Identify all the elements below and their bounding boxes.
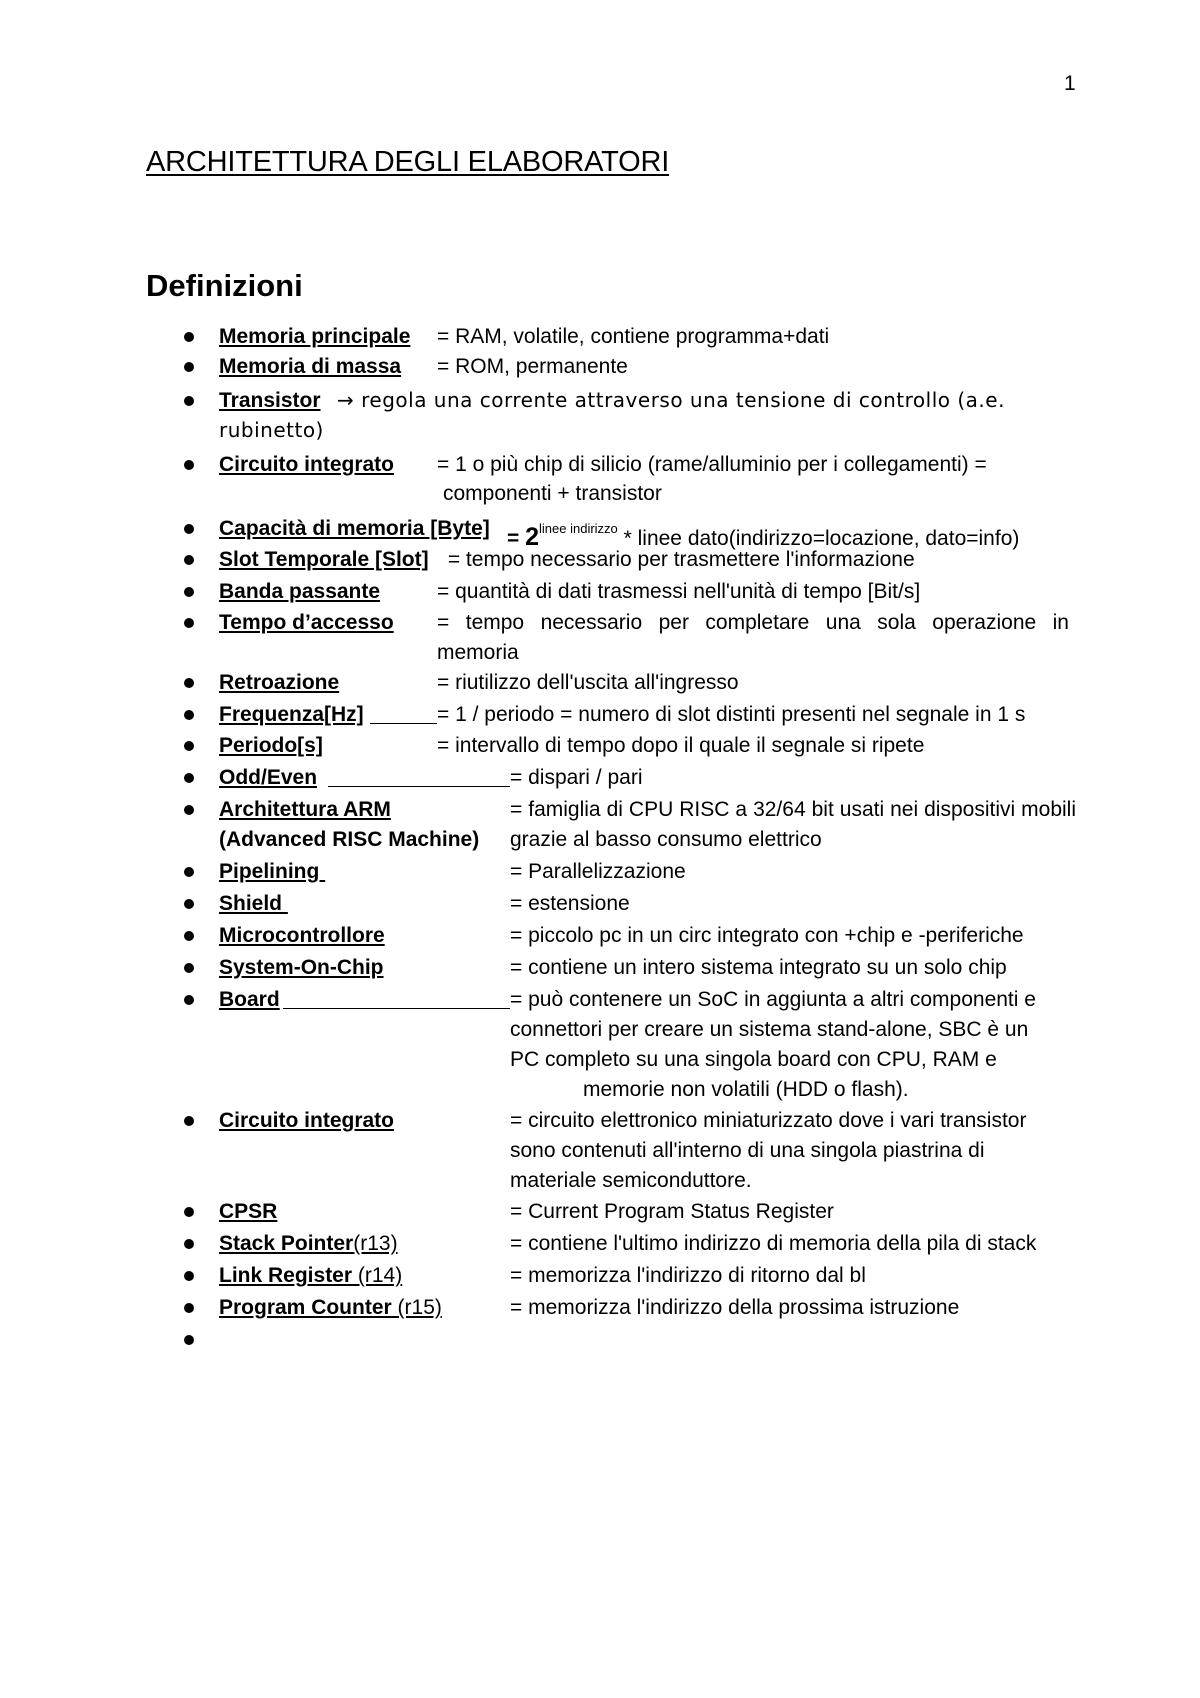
definition-text: = dispari / pari [510, 766, 643, 789]
bullet-icon [184, 931, 194, 941]
document-title: ARCHITETTURA DEGLI ELABORATORI [146, 146, 670, 178]
definition-term: Circuito integrato [219, 453, 395, 476]
definition-text: = 1 / periodo = numero di slot distinti presenti nel segnale in 1 s [437, 703, 1026, 726]
bullet-icon [184, 678, 194, 688]
definition-term: CPSR [219, 1200, 278, 1223]
definition-term: System-On-Chip [219, 956, 384, 979]
definition-term: Tempo d’accesso [219, 611, 394, 634]
definition-term-text: Link Register [219, 1264, 353, 1287]
definition-text: = memorizza l'indirizzo di ritorno dal bl [510, 1264, 866, 1287]
definition-term: Architettura ARM [219, 798, 391, 821]
definition-text: connettori per creare un sistema stand-alone, SBC è un [510, 1018, 1029, 1041]
definition-term: Slot Temporale [Slot] [219, 548, 429, 571]
bullet-icon [184, 867, 194, 877]
definition-term-text: Stack Pointer [219, 1232, 354, 1255]
bullet-icon [184, 396, 194, 406]
bullet-icon [184, 1239, 194, 1249]
bullet-icon [184, 555, 194, 565]
definition-text: = Current Program Status Register [510, 1200, 834, 1223]
definition-term: Banda passante [219, 580, 381, 603]
register-note: (r14) [352, 1264, 403, 1287]
register-note: (r13) [353, 1232, 398, 1255]
definition-text: = tempo necessario per trasmettere l'informazione [442, 548, 915, 571]
underline-filler [328, 786, 510, 787]
bullet-icon [184, 805, 194, 815]
definition-text: = intervallo di tempo dopo il quale il segnale si ripete [437, 734, 925, 757]
definition-term: Pipelining [219, 860, 326, 883]
definition-text: = memorizza l'indirizzo della prossima istruzione [510, 1296, 960, 1319]
definition-text: = 1 o più chip di silicio (rame/alluminio per i collegamenti) = [437, 453, 987, 476]
definition-term: Microcontrollore [219, 924, 385, 947]
underline-filler [283, 1008, 510, 1009]
bullet-icon [184, 587, 194, 597]
bullet-icon [184, 618, 194, 628]
definition-term: Periodo[s] [219, 734, 323, 757]
definition-text: = contiene un intero sistema integrato su un solo chip [510, 956, 1007, 979]
bullet-icon [184, 741, 194, 751]
definition-term: Shield [219, 892, 288, 915]
definition-term: Transistor [219, 389, 321, 412]
definition-term: Retroazione [219, 671, 340, 694]
definition-term-subtitle: (Advanced RISC Machine) [219, 828, 480, 851]
definition-text: → regola una corrente attraverso una tensione di controllo (a.e. rubinetto) [219, 388, 1005, 442]
definition-term: Frequenza[Hz] [219, 703, 364, 726]
definition-term [219, 1261, 402, 1291]
bullet-icon [184, 1207, 194, 1217]
definition-term: Memoria principale [219, 325, 411, 348]
formula-exponent: linee indirizzo [539, 521, 618, 536]
definition-text: = circuito elettronico miniaturizzato dove i vari transistor [510, 1109, 1027, 1132]
definition-text: = piccolo pc in un circ integrato con +chip e -periferiche [510, 924, 1024, 947]
definition-text: = Parallelizzazione [510, 860, 686, 883]
definition-term: Odd/Even [219, 766, 318, 789]
definition-text: PC completo su una singola board con CPU, RAM e [510, 1048, 997, 1071]
bullet-icon [184, 1335, 194, 1345]
definition-text: sono contenuti all'interno di una singola piastrina di [510, 1139, 985, 1162]
definition-term-text: Program Counter [219, 1296, 398, 1319]
definition-text: = ROM, permanente [437, 355, 628, 378]
bullet-icon [184, 1271, 194, 1281]
definition-term: Board [219, 988, 280, 1011]
bullet-icon [184, 1116, 194, 1126]
bullet-icon [184, 460, 194, 470]
section-heading: Definizioni [146, 268, 303, 303]
definition-term [219, 1293, 442, 1323]
underline-filler [370, 723, 437, 724]
definition-text: = tempo necessario per completare una sola operazione in memoria [437, 611, 1069, 664]
definition-text: = famiglia di CPU RISC a 32/64 bit usati nei dispositivi mobili grazie al basso consumo elettrico [510, 798, 1076, 851]
bullet-icon [184, 362, 194, 372]
definition-text: memorie non volatili (HDD o flash). [583, 1078, 909, 1101]
bullet-icon [184, 963, 194, 973]
definition-text: = riutilizzo dell'uscita all'ingresso [437, 671, 739, 694]
definition-term [219, 1229, 398, 1259]
bullet-icon [184, 332, 194, 342]
definition-text: = contiene l'ultimo indirizzo di memoria della pila di stack [510, 1232, 1037, 1255]
definition-text: = può contenere un SoC in aggiunta a altri componenti e [510, 988, 1036, 1011]
bullet-icon [184, 524, 194, 534]
definition-term: Memoria di massa [219, 355, 402, 378]
definition-text: componenti + transistor [443, 482, 662, 505]
register-note: (r15) [397, 1296, 442, 1319]
formula-eq: = [507, 527, 526, 550]
definition-text: * linee dato(indirizzo=locazione, dato=info) [617, 527, 1020, 550]
definition-text: = RAM, volatile, contiene programma+dati [437, 325, 830, 348]
definition-term: Capacità di memoria [Byte] [219, 517, 490, 540]
definition-term: Circuito integrato [219, 1109, 395, 1132]
bullet-icon [184, 1303, 194, 1313]
definition-text: materiale semiconduttore. [510, 1169, 752, 1192]
bullet-icon [184, 773, 194, 783]
definition-text: = quantità di dati trasmessi nell'unità di tempo [Bit/s] [437, 580, 921, 603]
bullet-icon [184, 710, 194, 720]
bullet-icon [184, 899, 194, 909]
page-number: 1 [1064, 72, 1076, 95]
bullet-icon [184, 995, 194, 1005]
definition-text: = estensione [510, 892, 630, 915]
formula-base: 2 [525, 523, 540, 551]
